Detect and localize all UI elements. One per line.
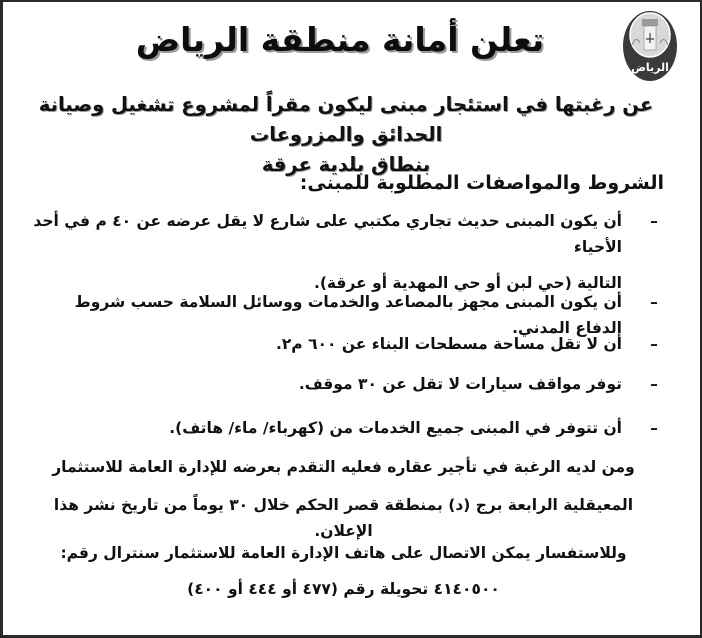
condition-item [23,371,664,397]
dash-bullet-icon: – [650,212,658,230]
svg-text:الرياض: الرياض [631,61,669,74]
dash-bullet-icon: – [650,293,658,311]
subtitle-line-2: بنطاق بلدية عرقة [261,153,431,176]
submission-line-2: المعيقلية الرابعة برج (د) بمنطقة قصر الحكم خلال ٣٠ يوماً من تاريخ نشر هذا الإعلان. [53,496,634,540]
dash-bullet-icon: – [650,335,658,353]
inquiry-line-1: وللاستفسار يمكن الاتصال على هاتف الإدارة العامة للاستثمار سنترال رقم: [60,544,627,562]
condition-text: أن يكون المبنى مجهز بالمصاعد والخدمات ووسائل السلامة حسب شروط الدفاع المدني. [74,293,622,337]
condition-item [23,331,664,357]
condition-text: أن لا تقل مساحة مسطحات البناء عن ٦٠٠ م٢. [275,335,622,353]
dash-bullet-icon: – [650,419,658,437]
conditions-heading: الشروط والمواصفات المطلوبة للمبنى: [299,172,664,194]
submission-line-1: ومن لديه الرغبة في تأجير عقاره فعليه التقدم بعرضه للإدارة العامة للاستثمار [52,458,635,476]
subtitle-line-1: عن رغبتها في استئجار مبنى ليكون مقراً لمشروع تشغيل وصيانة الحدائق والمزروعات [38,93,654,146]
submission-paragraph [23,454,664,544]
condition-text: أن تتوفر في المبنى جميع الخدمات من (كهرباء/ ماء/ هاتف). [169,419,622,437]
condition-item [23,208,664,296]
condition-text: أن يكون المبنى حديث تجاري مكتبي على شارع لا يقل عرضه عن ٤٠ م في أحد الأحياء [33,212,622,256]
condition-text: توفر مواقف سيارات لا تقل عن ٣٠ موقف. [298,375,622,393]
dash-bullet-icon: – [650,375,658,393]
page-title: تعلن أمانة منطقة الرياض [135,20,545,59]
phone-number-line: ٤١٤٠٥٠٠ تحويلة رقم (٤٧٧ أو ٤٤٤ أو ٤٠٠) [187,580,500,598]
announcement-subtitle [12,90,680,180]
inquiry-paragraph [23,540,664,602]
riyadh-municipality-emblem-icon [622,9,678,83]
condition-text-continued: التالية (حي لبن أو حي المهدية أو عرقة). [313,274,622,292]
condition-item [23,415,664,441]
